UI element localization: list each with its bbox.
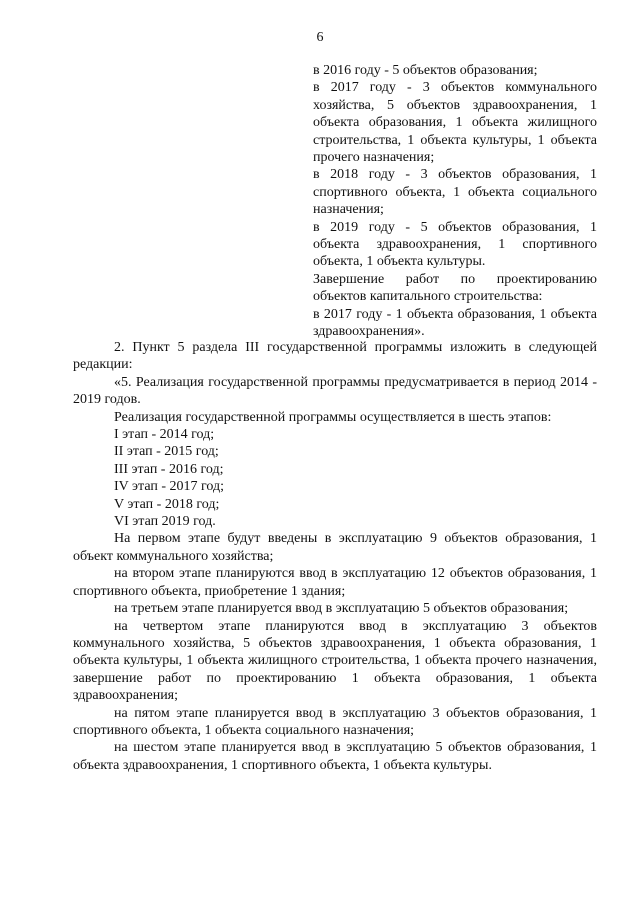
schedule-by-year-block [313, 62, 597, 341]
stage-item: I этап - 2014 год; [114, 427, 215, 443]
stage-item: VI этап 2019 год. [114, 514, 216, 530]
stage-6-paragraph: на шестом этапе планируется ввод в эксплуатацию 5 объектов образования, 1 объекта здравоохранения, 1 спортивного объекта, 1 объекта культуры. [73, 740, 597, 773]
year-2018-item: в 2018 году - 3 объектов образования, 1 спортивного объекта, 1 объекта социального назначения; [313, 167, 597, 218]
page-number: 6 [316, 30, 324, 45]
stage-3-paragraph: на третьем этапе планируется ввод в эксплуатацию 5 объектов образования; [114, 601, 569, 617]
stage-item: III этап - 2016 год; [114, 461, 224, 477]
stages-intro: Реализация государственной программы осуществляется в шесть этапов: [114, 409, 552, 425]
year-2016-item: в 2016 году - 5 объектов образования; [313, 63, 538, 78]
stage-item: IV этап - 2017 год; [114, 479, 225, 495]
stage-4-paragraph: на четвертом этапе планируются ввод в эксплуатацию 3 объектов коммунального хозяйства, 5 объектов здравоохранения, 1 объекта образования, 1 объекта культуры, 1 объекта жилищного строительства, 1 объекта прочего назначения, завершение работ по проектированию 1 объекта образования, 1 объекта здравоохранения; [73, 618, 597, 704]
year-2019-item: в 2019 году - 5 объектов образования, 1 объекта здравоохранения, 1 спортивного объекта, 1 объекта культуры. [313, 219, 597, 270]
year-2017-item: в 2017 году - 3 объектов коммунального хозяйства, 5 объектов здравоохранения, 1 объекта образования, 1 объекта жилищного строительства, 1 объекта культуры, 1 объекта прочего назначения; [313, 80, 597, 166]
main-text [73, 339, 597, 774]
design-completion-heading: Завершение работ по проектированию объектов капитального строительства: [313, 271, 597, 305]
stage-2-paragraph: на втором этапе планируются ввод в эксплуатацию 12 объектов образования, 1 спортивного объекта, приобретение 1 здания; [73, 566, 597, 599]
stage-item: II этап - 2015 год; [114, 444, 219, 460]
stage-1-paragraph: На первом этапе будут введены в эксплуатацию 9 объектов образования, 1 объект коммунального хозяйства; [73, 531, 597, 564]
amendment-point: 2. Пункт 5 раздела III государственной программы изложить в следующей редакции: [73, 340, 597, 373]
design-completion-2017-item: в 2017 году - 1 объекта образования, 1 объекта здравоохранения». [313, 306, 597, 340]
stage-5-paragraph: на пятом этапе планируется ввод в эксплуатацию 3 объектов образования, 1 спортивного объекта, 1 объекта социального назначения; [73, 705, 597, 738]
quote-start: «5. Реализация государственной программы предусматривается в период 2014 - 2019 годов. [73, 374, 597, 408]
stage-item: V этап - 2018 год; [114, 496, 220, 512]
